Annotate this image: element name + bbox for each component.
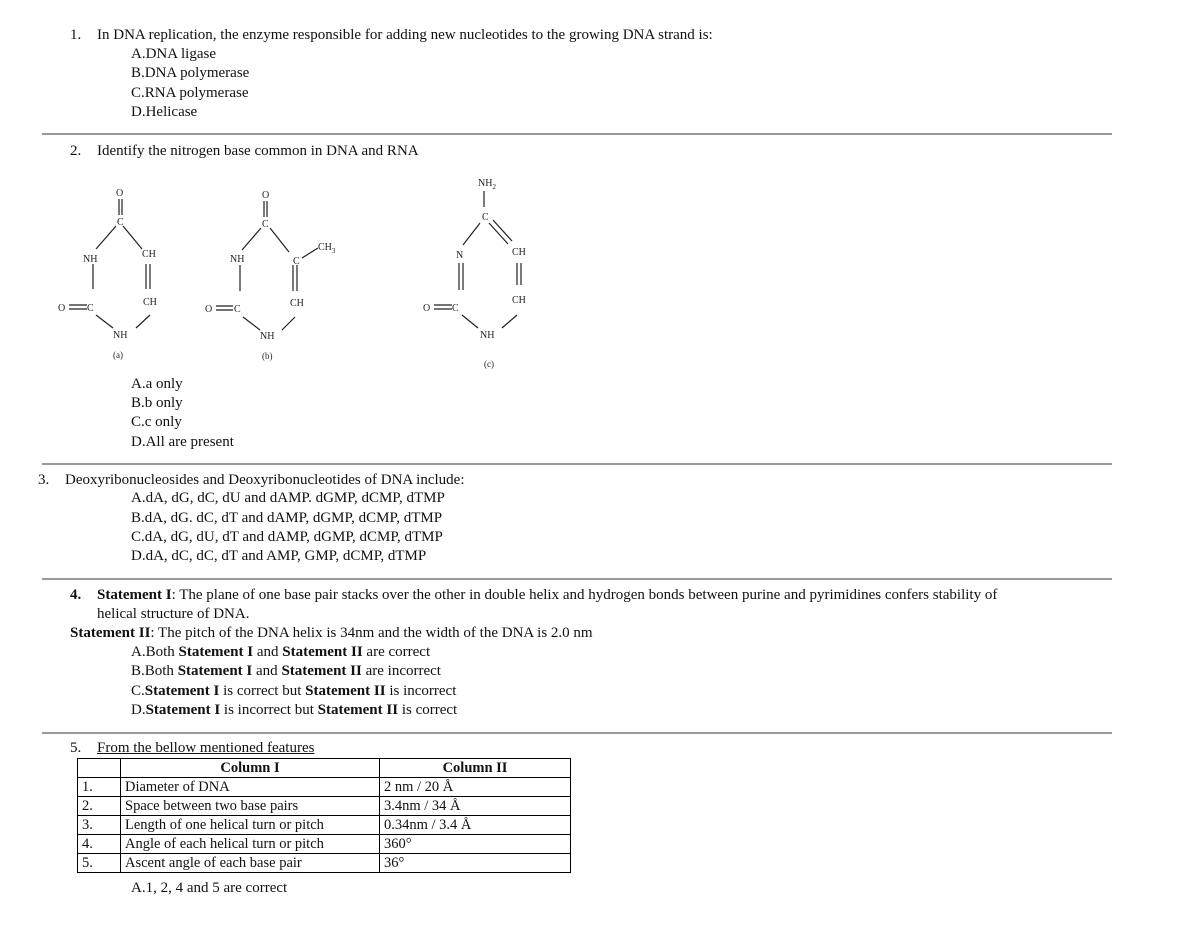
- option-text: D.: [131, 702, 146, 718]
- option-text: and: [253, 644, 283, 660]
- row-value: 2 nm / 20 Å: [380, 778, 571, 797]
- option-a[interactable]: A.dA, dG, dC, dU and dAMP. dGMP, dCMP, dTMP: [131, 490, 445, 506]
- label-oxygen: O: [205, 304, 213, 315]
- structure-caption-a: (a): [113, 350, 123, 360]
- label-ch: CH: [512, 295, 526, 306]
- header-blank: [78, 759, 121, 778]
- row-number: 1.: [78, 778, 121, 797]
- option-bold: Statement II: [317, 702, 399, 718]
- label-carbon: C: [117, 217, 124, 228]
- label-ch: CH: [290, 298, 304, 309]
- option-bold: Statement I: [178, 644, 254, 660]
- divider: [42, 578, 1112, 580]
- label-ch3: $CH_3$: [318, 242, 336, 255]
- question-number: 2.: [70, 143, 82, 159]
- question-4-statement-2: [70, 625, 593, 642]
- question-5: [70, 740, 314, 757]
- option-c[interactable]: C.RNA polymerase: [131, 85, 249, 101]
- label-carbon: C: [262, 219, 269, 230]
- question-4-statement-1: [70, 587, 997, 604]
- row-feature: Diameter of DNA: [121, 778, 380, 797]
- option-c[interactable]: C.dA, dG, dU, dT and dAMP, dGMP, dCMP, dTMP: [131, 529, 443, 545]
- option-text: is correct but: [219, 683, 306, 699]
- option-text: A.Both: [131, 644, 179, 660]
- label-nh: NH: [113, 330, 128, 341]
- column-2-header: Column II: [380, 759, 571, 778]
- option-text: is correct: [398, 702, 458, 718]
- question-number: 4.: [70, 587, 82, 603]
- label-nitrogen: N: [456, 250, 464, 261]
- label-nh: NH: [260, 331, 275, 342]
- option-text: and: [252, 663, 282, 679]
- table-row: [78, 797, 571, 816]
- option-b[interactable]: B.DNA polymerase: [131, 65, 250, 81]
- option-a[interactable]: A.1, 2, 4 and 5 are correct: [131, 880, 288, 896]
- option-a[interactable]: A.DNA ligase: [131, 46, 216, 62]
- label-nh: NH: [230, 254, 245, 265]
- option-text: C.: [131, 683, 145, 699]
- option-b[interactable]: [131, 663, 441, 680]
- question-number: 1.: [70, 27, 82, 43]
- label-carbon: C: [452, 303, 459, 314]
- question-2: [70, 143, 419, 160]
- option-d[interactable]: D.All are present: [131, 434, 234, 450]
- question-text: Identify the nitrogen base common in DNA and RNA: [97, 143, 419, 159]
- label-carbon: C: [293, 256, 300, 267]
- row-feature: Angle of each helical turn or pitch: [121, 835, 380, 854]
- label-oxygen: O: [262, 190, 270, 201]
- option-a[interactable]: [131, 644, 430, 661]
- label-ch: CH: [142, 249, 156, 260]
- divider: [42, 463, 1112, 465]
- row-number: 5.: [78, 854, 121, 873]
- option-b[interactable]: B.dA, dG. dC, dT and dAMP, dGMP, dCMP, dTMP: [131, 510, 443, 526]
- option-d[interactable]: D.dA, dC, dC, dT and AMP, GMP, dCMP, dTMP: [131, 548, 427, 564]
- option-c[interactable]: [131, 683, 456, 700]
- row-value: 360°: [380, 835, 571, 854]
- table-row: [78, 835, 571, 854]
- question-text: In DNA replication, the enzyme responsible for adding new nucleotides to the growing DNA strand is:: [97, 27, 713, 43]
- row-number: 2.: [78, 797, 121, 816]
- question-text: From the bellow mentioned features: [97, 740, 315, 756]
- option-text: are correct: [362, 644, 431, 660]
- label-nh2: $NH_2$: [478, 178, 496, 191]
- row-value: 0.34nm / 3.4 Å: [380, 816, 571, 835]
- option-bold: Statement II: [281, 663, 362, 679]
- row-feature: Space between two base pairs: [121, 797, 380, 816]
- option-text: B.Both: [131, 663, 178, 679]
- statement-2-label: Statement II: [70, 625, 151, 641]
- option-text: is incorrect but: [220, 702, 318, 718]
- row-number: 4.: [78, 835, 121, 854]
- row-feature: Length of one helical turn or pitch: [121, 816, 380, 835]
- label-nh: NH: [480, 330, 495, 341]
- divider: [42, 133, 1112, 135]
- row-value: 36°: [380, 854, 571, 873]
- label-ch: CH: [512, 247, 526, 258]
- option-text: are incorrect: [361, 663, 441, 679]
- label-oxygen: O: [58, 303, 66, 314]
- option-text: is incorrect: [385, 683, 457, 699]
- row-value: 3.4nm / 34 Å: [380, 797, 571, 816]
- question-1: [70, 27, 713, 44]
- statement-1-label: Statement I: [97, 587, 172, 603]
- statement-2-text: : The pitch of the DNA helix is 34nm and the width of the DNA is 2.0 nm: [150, 625, 593, 641]
- table-row: [78, 854, 571, 873]
- option-bold: Statement I: [144, 683, 220, 699]
- divider: [42, 732, 1112, 734]
- row-number: 3.: [78, 816, 121, 835]
- label-ch: CH: [143, 297, 157, 308]
- option-d[interactable]: [131, 702, 457, 719]
- table-header-row: [78, 759, 571, 778]
- table-row: [78, 778, 571, 797]
- question-text: Deoxyribonucleosides and Deoxyribonucleotides of DNA include:: [65, 472, 465, 488]
- option-bold: Statement II: [305, 683, 386, 699]
- option-c[interactable]: C.c only: [131, 414, 182, 430]
- option-d[interactable]: D.Helicase: [131, 104, 198, 120]
- label-nh: NH: [83, 254, 98, 265]
- option-b[interactable]: B.b only: [131, 395, 183, 411]
- option-a[interactable]: A.a only: [131, 376, 183, 392]
- label-oxygen: O: [423, 303, 431, 314]
- question-number: 5.: [70, 740, 82, 756]
- label-carbon: C: [234, 304, 241, 315]
- structure-caption-b: (b): [262, 351, 273, 361]
- label-carbon: C: [87, 303, 94, 314]
- option-bold: Statement I: [145, 702, 221, 718]
- question-number: 3.: [38, 472, 50, 488]
- statement-1-continuation: helical structure of DNA.: [97, 606, 250, 622]
- label-carbon: C: [482, 212, 489, 223]
- structure-caption-c: (c): [484, 359, 494, 369]
- table-row: [78, 816, 571, 835]
- option-bold: Statement II: [282, 644, 363, 660]
- nitrogen-base-structures: [50, 168, 570, 373]
- row-feature: Ascent angle of each base pair: [121, 854, 380, 873]
- label-oxygen: O: [116, 188, 124, 199]
- question-3: [38, 472, 465, 489]
- features-table: [77, 758, 571, 873]
- statement-1-text: : The plane of one base pair stacks over the other in double helix and hydrogen bonds between purine and pyrimidines confers stability of: [171, 587, 998, 603]
- option-bold: Statement I: [177, 663, 253, 679]
- column-1-header: Column I: [121, 759, 380, 778]
